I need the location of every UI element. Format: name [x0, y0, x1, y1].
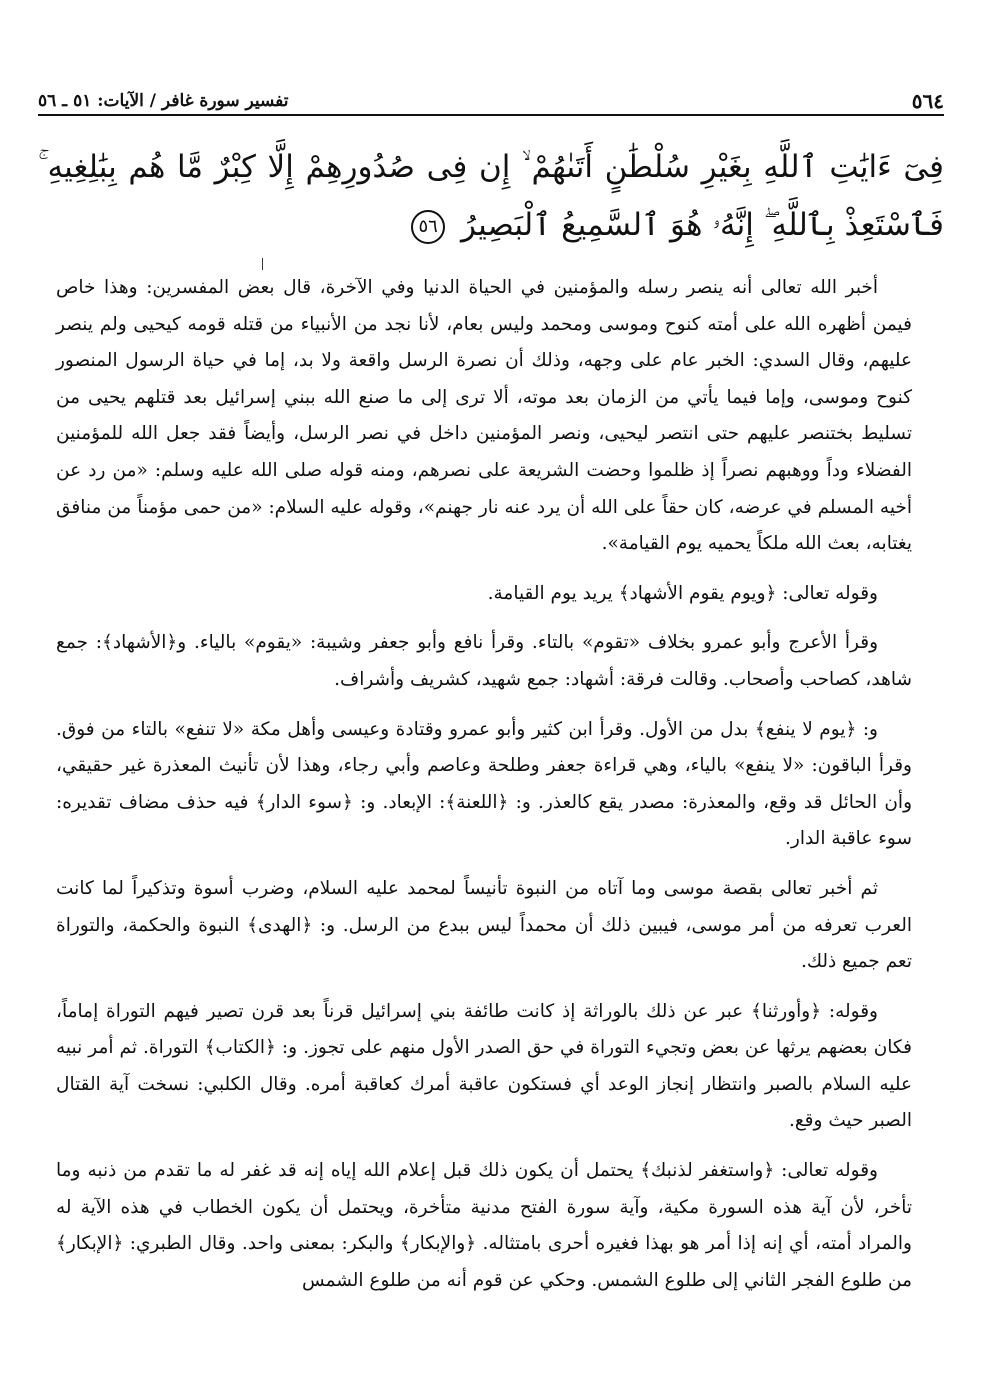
verse-number-marker: ٥٦	[411, 210, 445, 244]
commentary-body	[56, 270, 912, 1312]
quran-verse	[38, 138, 944, 254]
paragraph: و: ﴿يوم لا ينفع﴾ بدل من الأول. وقرأ ابن كثير وأبو عمرو وقتادة وعيسى وأهل مكة «لا تنفع» بالتاء من فوق. وقرأ الباقون: «لا ينفع» بالياء، وهي قراءة جعفر وطلحة وعاصم وأبي رجاء، وهذا لأن تأنيث المعذرة غير حقيقي، وأن الحائل قد وقع، والمعذرة: مصدر يقع كالعذر. و: ﴿اللعنة﴾: الإبعاد. و: ﴿سوء الدار﴾ فيه حذف مضاف تقديره: سوء عاقبة الدار.	[56, 718, 912, 850]
paragraph: وقوله تعالى: ﴿واستغفر لذنبك﴾ يحتمل أن يكون ذلك قبل إعلام الله إياه إنه قد غفر له ما تقدم من ذنبه وما تأخر، لأن آية هذه السورة مكية، وآية سورة الفتح مدنية متأخرة، ويحتمل أن يكون الخطاب في هذه الآية له والمراد أمته، أي إنه إذا أمر هو بهذا فغيره أحرى بامتثاله. ﴿والإبكار﴾ والبكر: بمعنى واحد. وقال الطبري: ﴿الإبكار﴾ من طلوع الفجر الثاني إلى طلوع الشمس. وحكي عن قوم أنه من طلوع الشمس	[56, 1160, 912, 1291]
page-header	[38, 88, 944, 114]
paragraph: وقوله: ﴿وأورثنا﴾ عبر عن ذلك بالوراثة إذ كانت طائفة بني إسرائيل قرناً بعد قرن تصير فيهم التوراة إماماً، فكان بعضهم يرثها عن بعض وتجيء التوراة في حق الصدر الأول منهم على تجوز. و: ﴿الكتاب﴾ التوراة. ثم أمر نبيه عليه السلام بالصبر وانتظار إنجاز الوعد أي فستكون عاقبة أمرك كعاقبة أمره. وقال الكلبي: نسخت آية القتال الصبر حيث وقع.	[56, 1000, 912, 1132]
header-rule	[38, 114, 944, 116]
print-mark	[262, 258, 263, 270]
verse-text: فِىٓ ءَايَٰتِ ٱللَّهِ بِغَيْرِ سُلْطَٰنٍ أَتَىٰهُمْ ۙ إِن فِى صُدُورِهِمْ إِلَّا كِبْرٌ مَّا هُم بِبَٰلِغِيهِ ۚ فَٱسْتَعِذْ بِٱللَّهِ ۖ إِنَّهُۥ هُوَ ٱلسَّمِيعُ ٱلْبَصِيرُ	[38, 149, 944, 243]
running-title: تفسير سورة غافر / الآيات: ٥١ ـ ٥٦	[38, 91, 289, 111]
paragraph: وقرأ الأعرج وأبو عمرو بخلاف «تقوم» بالتاء. وقرأ نافع وأبو جعفر وشيبة: «يقوم» بالياء. و﴿الأشهاد﴾: جمع شاهد، كصاحب وأصحاب. وقالت فرقة: أشهاد: جمع شهيد، كشريف وأشراف.	[56, 632, 912, 690]
paragraph: أخبر الله تعالى أنه ينصر رسله والمؤمنين في الحياة الدنيا وفي الآخرة، قال بعض المفسرين: وهذا خاص فيمن أظهره الله على أمته كنوح وموسى ومحمد وليس بعام، لأنا نجد من الأنبياء من قتله قومه كيحيى ولم ينصر عليهم، وقال السدي: الخبر عام على وجهه، وذلك أن نصرة الرسل واقعة ولا بد، إما في حياة الرسول المنصور كنوح وموسى، وإما فيما يأتي من الزمان بعد موته، ألا ترى إلى ما صنع الله ببني إسرائيل بعد قتلهم يحيى من تسليط بختنصر عليهم حتى انتصر ليحيى، ونصر المؤمنين داخل في نصر الرسل، وأيضاً فقد جعل الله للمؤمنين الفضلاء وداً ووهبهم نصراً إذ ظلموا وحضت الشريعة على نصرهم، ومنه قوله صلى الله عليه وسلم: «من رد عن أخيه المسلم في عرضه، كان حقاً على الله أن يرد عنه نار جهنم»، وقوله عليه السلام: «من حمى مؤمناً من منافق يغتابه، بعث الله ملكاً يحميه يوم القيامة».	[56, 277, 912, 555]
page-number: ٥٦٤	[911, 89, 944, 113]
paragraph: وقوله تعالى: ﴿ويوم يقوم الأشهاد﴾ يريد يوم القيامة.	[487, 582, 878, 604]
paragraph: ثم أخبر تعالى بقصة موسى وما آتاه من النبوة تأنيساً لمحمد عليه السلام، وضرب أسوة وتذكيراً لما كانت العرب تعرفه من أمر موسى، فيبين ذلك أن محمداً ليس ببدع من الرسل. و: ﴿الهدى﴾ النبوة والحكمة، والتوراة تعم جميع ذلك.	[56, 877, 912, 973]
